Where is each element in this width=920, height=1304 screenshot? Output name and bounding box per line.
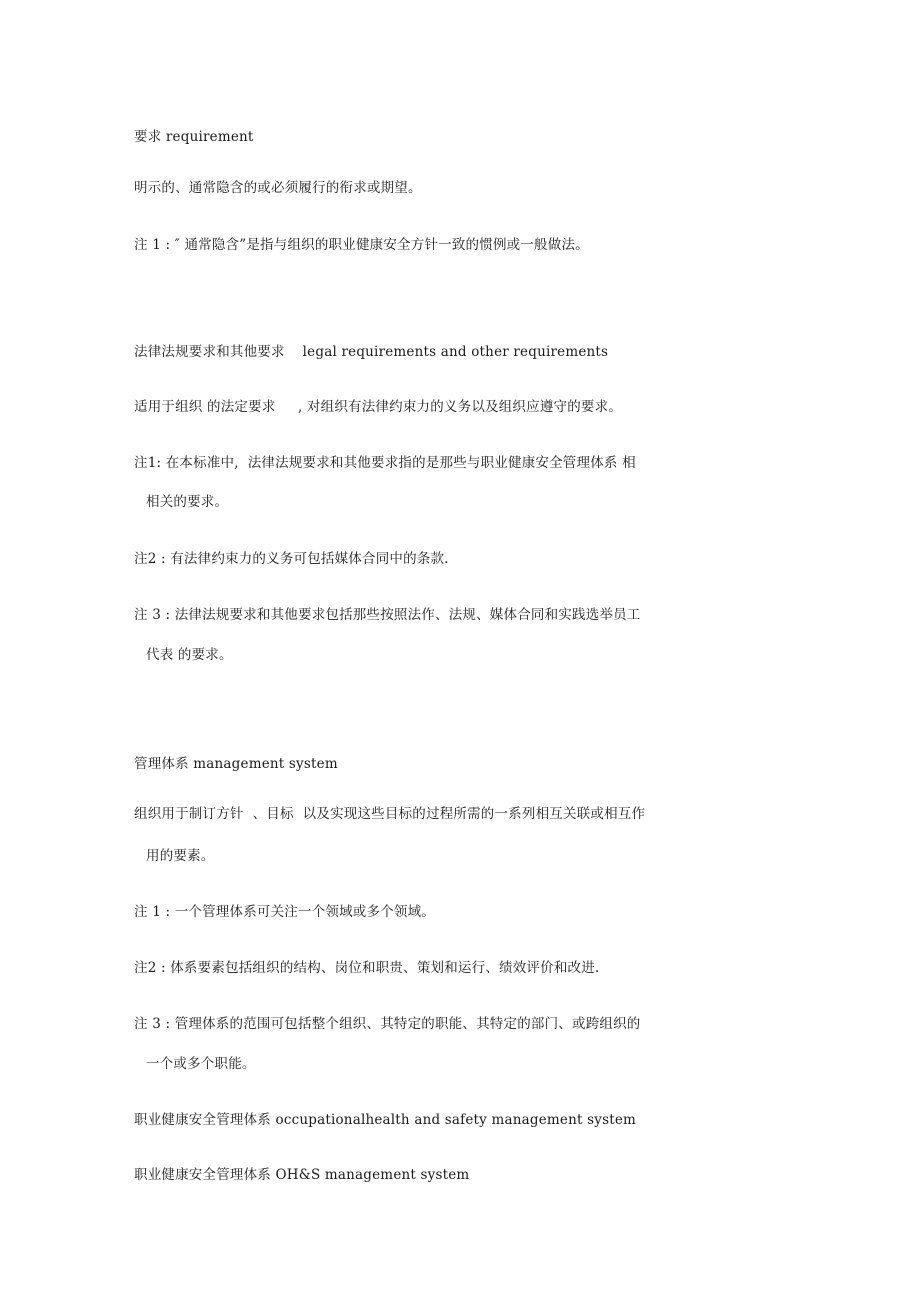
term-heading: 职业健康安全管理体系 OH&S management system (134, 1167, 470, 1183)
note-text: 注1: 在本标准中, 法律法规要求和其他要求指的是那些与职业健康安全管理体系 相 (134, 455, 636, 471)
note-text: 注 3 : 法律法规要求和其他要求包括那些按照法作、法规、媒体合同和实践选举员工 (134, 607, 641, 623)
note-text: 注2 : 有法律约束力的义务可包括媒体合同中的条款. (134, 551, 449, 567)
term-heading: 要求 requirement (134, 129, 254, 145)
term-heading: 职业健康安全管理体系 occupationalhealth and safety management system (134, 1112, 637, 1128)
note-continuation: 相关的要求。 (146, 494, 229, 510)
note-text: 注 1 : ″ 通常隐含”是指与组织的职业健康安全方针一致的惯例或一般做法。 (134, 237, 589, 253)
definition-continuation: 用的要素。 (146, 848, 215, 864)
definition-text: 明示的、通常隐含的或必须履行的衔求或期望。 (134, 180, 422, 196)
note-text: 注2 : 体系要素包括组织的结构、岗位和职贵、策划和运行、绩效评价和改进. (134, 960, 600, 976)
term-heading: 法律法规要求和其他要求 legal requirements and other requirements (134, 344, 609, 360)
note-text: 注 3 : 管理体系的范围可包括整个组织、其特定的职能、其特定的部门、或跨组织的 (134, 1016, 641, 1032)
definition-text: 组织用于制订方针 、目标 以及实现这些目标的过程所需的一系列相互关联或相互作 (134, 806, 646, 822)
note-continuation: 代表 的要求。 (146, 647, 233, 663)
note-text: 注 1 : 一个管理体系可关注一个领域或多个领域。 (134, 904, 436, 920)
term-heading: 管理体系 management system (134, 756, 338, 772)
definition-text: 适用于组织 的法定要求 , 对组织有法律约束力的义务以及组织应遵守的要求。 (134, 399, 623, 415)
note-continuation: 一个或多个职能。 (146, 1056, 256, 1072)
